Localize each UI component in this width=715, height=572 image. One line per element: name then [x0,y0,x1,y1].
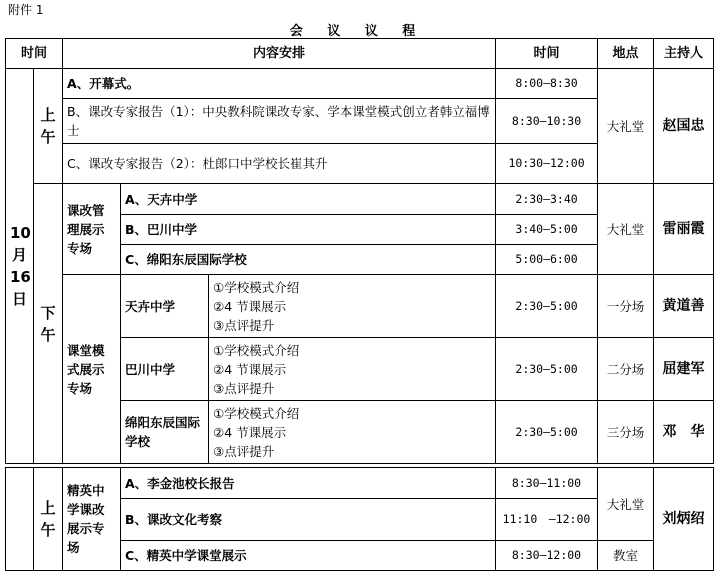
step-text: ③点评提升 [213,380,275,396]
school-cell: 绵阳东辰国际学校 [121,401,209,464]
step-text: ①学校模式介绍 [213,342,300,358]
steps-cell [209,401,496,464]
agenda-item: C、精英中学课堂展示 [121,541,496,571]
steps-cell [209,275,496,338]
time-cell: 3:40—5:00 [496,215,598,245]
school-cell: 天卉中学 [121,275,209,338]
host-cell: 赵国忠 [654,69,714,184]
place-cell: 一分场 [598,275,654,338]
step-text: ①学校模式介绍 [213,405,300,421]
time-cell: 8:30—12:00 [496,541,598,571]
time-cell: 10:30—12:00 [496,144,598,184]
time-cell: 11:10 —12:00 [496,499,598,541]
step-text: ③点评提升 [213,317,275,333]
header-content: 内容安排 [63,39,496,69]
time-cell: 8:30—11:00 [496,468,598,499]
date-cell-day2 [6,468,34,571]
host-cell: 邓 华 [654,401,714,464]
place-cell: 三分场 [598,401,654,464]
agenda-item: A、开幕式。 [63,69,496,99]
time-cell: 5:00—6:00 [496,245,598,275]
table-row [6,468,714,499]
agenda-table [5,38,714,464]
agenda-item: B、巴川中学 [121,215,496,245]
time-cell: 8:30—10:30 [496,99,598,144]
time-cell: 2:30—5:00 [496,338,598,401]
section-cell: 课改管理展示专场 [63,184,121,275]
host-cell: 雷丽霞 [654,184,714,275]
section-cell: 精英中学课改展示专场 [63,468,121,571]
time-cell: 2:30—5:00 [496,275,598,338]
place-cell: 大礼堂 [598,468,654,541]
afternoon-cell: 下午 [34,184,63,464]
header-place: 地点 [598,39,654,69]
agenda-item: A、李金池校长报告 [121,468,496,499]
agenda-item: B、课改文化考察 [121,499,496,541]
morning-cell: 上午 [34,69,63,184]
section-cell: 课堂模式展示专场 [63,275,121,464]
header-time2: 时间 [496,39,598,69]
host-cell: 黄道善 [654,275,714,338]
agenda-table-day2 [5,467,714,571]
table-row [6,184,714,215]
agenda-item: C、绵阳东辰国际学校 [121,245,496,275]
agenda-item: A、天卉中学 [121,184,496,215]
host-cell: 屈建军 [654,338,714,401]
steps-cell [209,338,496,401]
table-row [6,275,714,338]
place-cell: 二分场 [598,338,654,401]
attachment-label: 附件 1 [8,3,44,17]
step-text: ②4 节课展示 [213,424,287,440]
place-cell: 大礼堂 [598,69,654,184]
agenda-item: B、课改专家报告（1）：中央教科院课改专家、学本课堂模式创立者韩立福博士 [63,99,496,144]
step-text: ②4 节课展示 [213,298,287,314]
agenda-item: C、课改专家报告（2）：杜郎口中学校长崔其升 [63,144,496,184]
place-cell: 大礼堂 [598,184,654,275]
table-row [6,69,714,99]
time-cell: 2:30—3:40 [496,184,598,215]
step-text: ②4 节课展示 [213,361,287,377]
page-title: 会 议 议 程 [289,24,426,39]
morning-cell: 上午 [34,468,63,571]
header-row [6,39,714,69]
place-cell: 教室 [598,541,654,571]
step-text: ③点评提升 [213,443,275,459]
header-time: 时间 [6,39,63,69]
date-cell: 10月16日 [6,69,34,464]
host-cell: 刘炳绍 [654,468,714,571]
school-cell: 巴川中学 [121,338,209,401]
time-cell: 2:30—5:00 [496,401,598,464]
time-cell: 8:00—8:30 [496,69,598,99]
header-host: 主持人 [654,39,714,69]
step-text: ①学校模式介绍 [213,279,300,295]
